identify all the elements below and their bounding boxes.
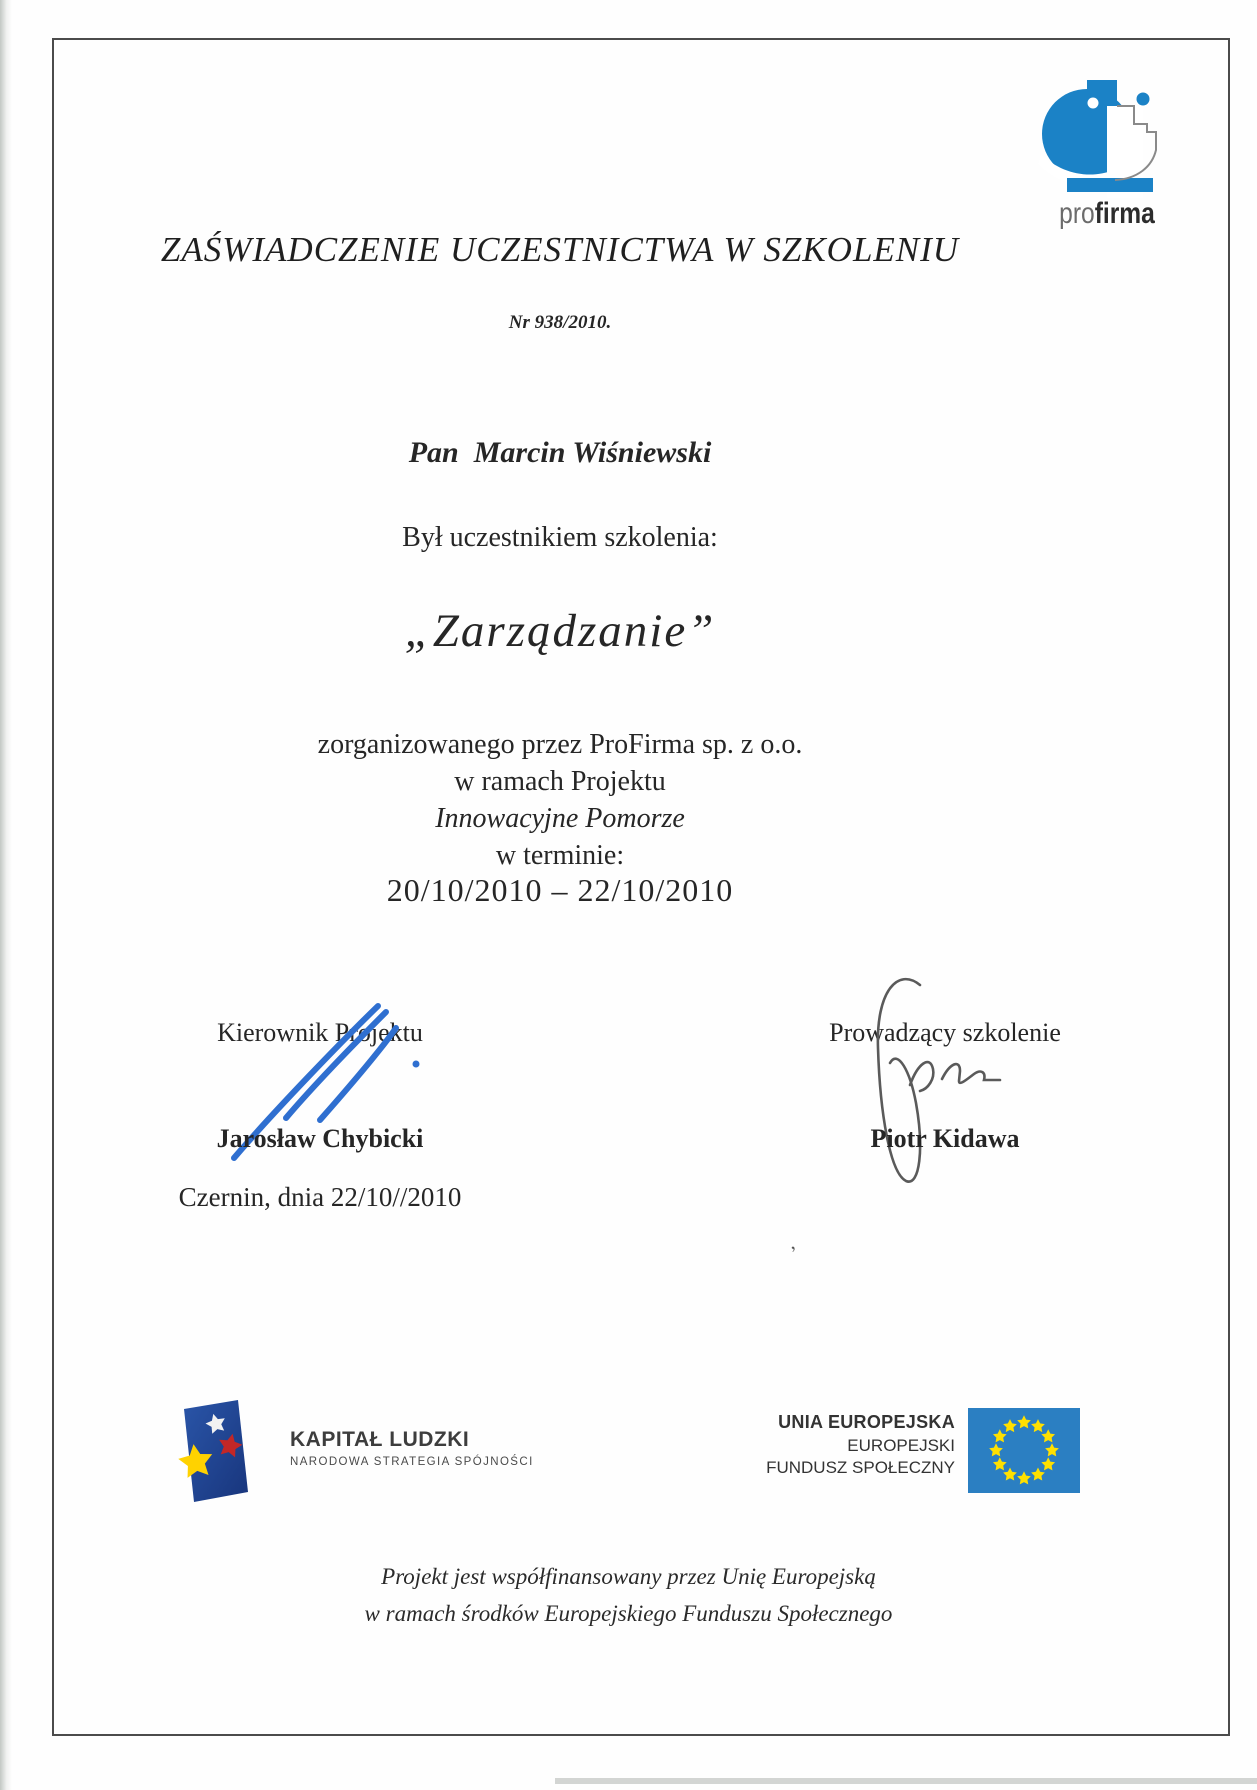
eu-text [766, 1412, 955, 1478]
profirma-logo [1032, 70, 1182, 228]
place-and-date: Czernin, dnia 22/10//2010 [178, 1182, 462, 1212]
scan-stray-mark: ‚ [784, 1231, 799, 1255]
profirma-logo-icon [1037, 70, 1177, 198]
signature-left-role: Kierownik Projektu [217, 1018, 423, 1047]
prowadzacy-signature-icon [850, 963, 1020, 1193]
eu-text-line-3: FUNDUSZ SPOŁECZNY [766, 1458, 955, 1477]
participation-statement: Był uczestnikiem szkolenia: [402, 522, 718, 553]
organizer-line-1: zorganizowanego przez ProFirma sp. z o.o. [317, 729, 803, 760]
certificate-title: ZAŚWIADCZENIE UCZESTNICTWA W SZKOLENIU [160, 230, 960, 269]
profirma-wordmark-pro: pro [1059, 197, 1095, 230]
scan-artifact-bottom-edge [555, 1778, 1257, 1784]
signature-right-block [775, 1018, 1115, 1153]
organizer-line-4: w terminie: [495, 840, 625, 871]
eu-text-line-2: EUROPEJSKI [847, 1436, 955, 1455]
profirma-wordmark [1046, 197, 1169, 230]
organizer-line-2: w ramach Projektu [454, 766, 666, 797]
training-dates: 20/10/2010 – 22/10/2010 [386, 872, 734, 908]
kapital-ludzki-title: KAPITAŁ LUDZKI [290, 1428, 470, 1451]
project-name: Innowacyjne Pomorze [435, 803, 685, 834]
kapital-ludzki-flag-icon [170, 1396, 270, 1514]
signature-right-name: Piotr Kidawa [870, 1124, 1020, 1153]
course-title: „Zarządzanie” [404, 605, 716, 657]
footer-note-line-1: Projekt jest współfinansowany przez Unię Europejską [381, 1564, 876, 1589]
footer-note-line-2: w ramach środków Europejskiego Funduszu Społecznego [364, 1601, 893, 1626]
profirma-wordmark-firma: firma [1094, 197, 1155, 230]
signature-left-name: Jarosław Chybicki [216, 1124, 424, 1153]
kapital-ludzki-logo [170, 1396, 534, 1516]
kapital-ludzki-subtitle: NARODOWA STRATEGIA SPÓJNOŚCI [290, 1456, 534, 1468]
eu-text-line-1: UNIA EUROPEJSKA [778, 1412, 955, 1432]
participant-name: Pan Marcin Wiśniewski [408, 436, 712, 469]
signature-right-role: Prowadzący szkolenie [829, 1018, 1061, 1047]
eu-flag-icon [968, 1408, 1080, 1493]
kapital-ludzki-text [290, 1428, 534, 1468]
certificate-number: Nr 938/2010. [508, 312, 612, 333]
organizer-block [0, 726, 1120, 874]
signature-left-block [150, 1018, 490, 1153]
eu-logo [690, 1404, 1090, 1504]
